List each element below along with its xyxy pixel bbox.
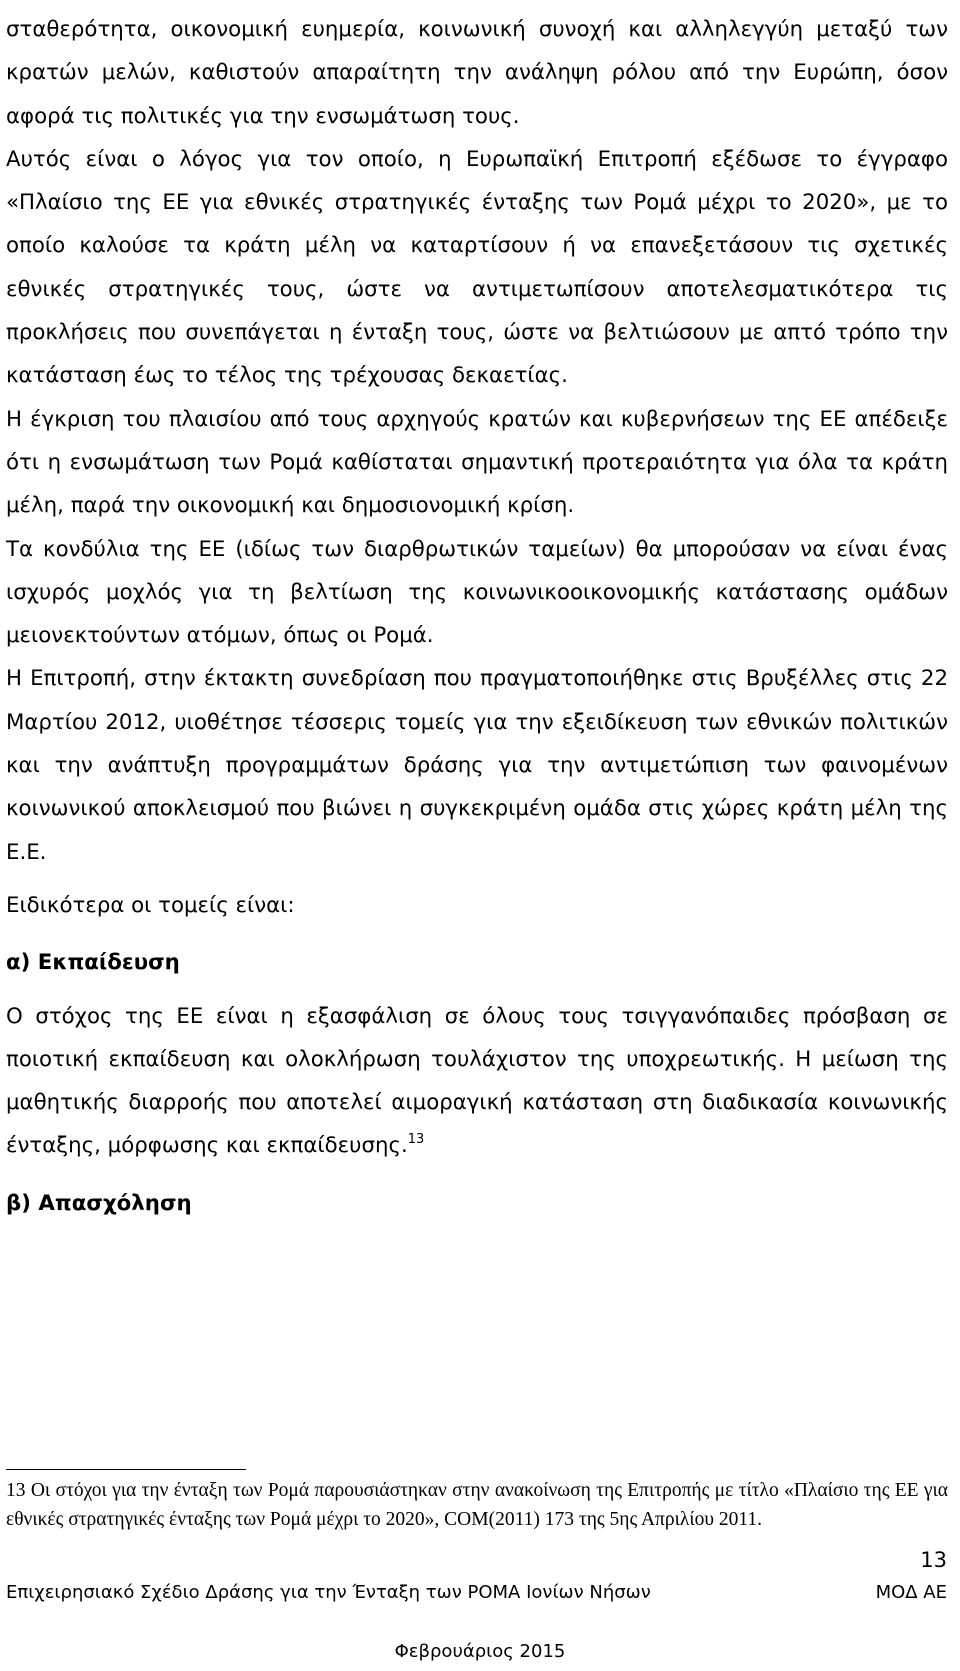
footnote-text: Οι στόχοι για την ένταξη των Ρομά παρουσιάστηκαν στην ανακοίνωση της Επιτροπής με τίτλο «Πλαίσιο της ΕΕ για εθνικές στρατηγικές ένταξης των Ρομά μέχρι το 2020», COM(2011) 173 της 5ης Απριλίου 2011. [6,1480,948,1530]
body-text [6,8,948,1225]
education-text: Ο στόχος της ΕΕ είναι η εξασφάλιση σε όλους τους τσιγγανόπαιδες πρόσβαση σε ποιοτική εκπαίδευση και ολοκλήρωση τουλάχιστον της υποχρεωτικής. Η μείωση της μαθητικής διαρροής που αποτελεί αιμοραγική κατάσταση στη διαδικασία κοινωνικής ένταξης, μόρφωσης και εκπαίδευσης. [6,1003,948,1159]
paragraph-commission: Η Επιτροπή, στην έκτακτη συνεδρίαση που πραγματοποιήθηκε στις Βρυξέλλες στις 22 Μαρτίου 2012, υιοθέτησε τέσσερις τομείς για την εξειδίκευση των εθνικών πολιτικών και την ανάπτυξη προγραμμάτων δράσης για την αντιμετώπιση των φαινομένων κοινωνικού αποκλεισμού που βιώνει η συγκεκριμένη ομάδα στις χώρες κράτη μέλη της Ε.Ε. [6,666,948,865]
footer-organization: ΜΟΔ ΑΕ [875,1582,947,1603]
paragraph-intro: σταθερότητα, οικονομική ευημερία, κοινωνική συνοχή και αλληλεγγύη μεταξύ των κρατών μελών, καθιστούν απαραίτητη την ανάληψη ρόλου από την Ευρώπη, όσον αφορά τις πολιτικές για την ενσωμάτωση τους. [6,17,948,129]
paragraph-funds: Τα κονδύλια της ΕΕ (ιδίως των διαρθρωτικών ταμείων) θα μπορούσαν να είναι ένας ισχυρός μοχλός για τη βελτίωση της κοινωνικοοικονομικής κατάστασης ομάδων μειονεκτούντων ατόμων, όπως οι Ρομά. [6,536,948,649]
paragraph-framework: Αυτός είναι ο λόγος για τον οποίο, η Ευρωπαϊκή Επιτροπή εξέδωσε το έγγραφο «Πλαίσιο της ΕΕ για εθνικές στρατηγικές ένταξης των Ρομά μέχρι το 2020», με το οποίο καλούσε τα κράτη μέλη να καταρτίσουν ή να επανεξετάσουν τις σχετικές εθνικές στρατηγικές τους, ώστε να αντιμετωπίσουν αποτελεσματικότερα τις προκλήσεις που συνεπάγεται η ένταξη τους, ώστε να βελτιώσουν με απτό τρόπο την κατάσταση έως το τέλος της τρέχουσας δεκαετίας. [6,146,948,389]
footer-document-title: Επιχειρησιακό Σχέδιο Δράσης για την Ένταξη των ΡΟΜΑ Ιονίων Νήσων [6,1582,651,1603]
footer-date: Φεβρουάριος 2015 [394,1641,566,1662]
footnote-number: 13 [6,1480,26,1501]
sectors-intro: Ειδικότερα οι τομείς είναι: [6,892,295,918]
heading-employment: β) Απασχόληση [6,1190,192,1216]
footnote-separator [6,1469,246,1470]
heading-education: α) Εκπαίδευση [6,950,180,976]
footnote-reference[interactable]: 13 [407,1132,425,1148]
paragraph-education [6,995,948,1168]
paragraph-approval: Η έγκριση του πλαισίου από τους αρχηγούς κρατών και κυβερνήσεων της ΕΕ απέδειξε ότι η ενσωμάτωση των Ρομά καθίσταται σημαντική προτεραιότητα για όλα τα κράτη μέλη, παρά την οικονομική και δημοσιονομική κρίση. [6,406,948,519]
page-number: 13 [920,1548,947,1572]
footnote [6,1476,948,1534]
